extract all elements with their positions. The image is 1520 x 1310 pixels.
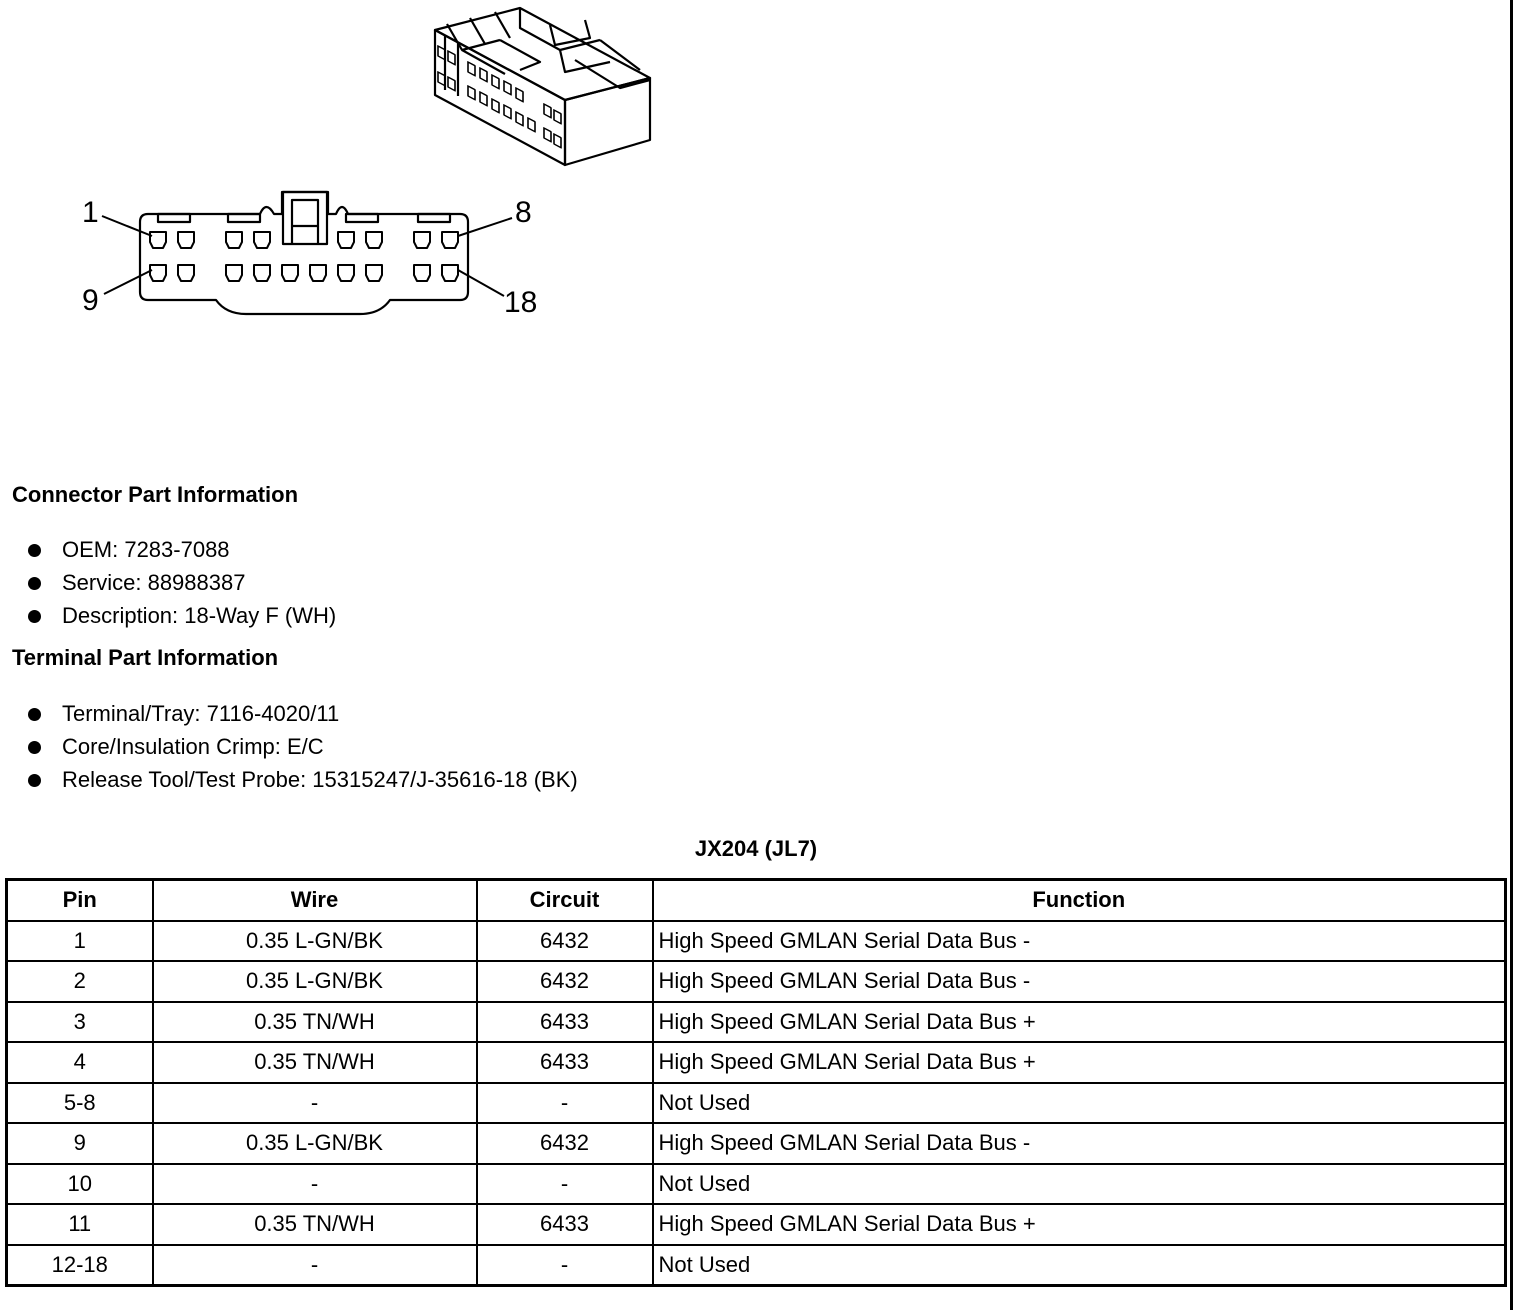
connector-part-title: Connector Part Information [12,482,299,507]
cell-function: High Speed GMLAN Serial Data Bus - [653,961,1506,1002]
cell-circuit: - [477,1245,653,1286]
list-item: Description: 18-Way F (WH) [28,599,336,632]
list-item: Core/Insulation Crimp: E/C [28,730,578,763]
cell-pin: 2 [7,961,153,1002]
table-row [7,921,1506,962]
pin-leader-lines [102,216,512,296]
cell-wire: 0.35 TN/WH [153,1042,477,1083]
table-row [7,1042,1506,1083]
connector-3d-cavities [438,46,561,148]
cell-wire: 0.35 L-GN/BK [153,1123,477,1164]
table-header-row [7,880,1506,921]
cell-function: High Speed GMLAN Serial Data Bus - [653,921,1506,962]
cell-circuit: 6433 [477,1042,653,1083]
cell-pin: 10 [7,1164,153,1205]
table-title: JX204 (JL7) [694,836,818,861]
cell-wire: - [153,1245,477,1286]
header-pin: Pin [7,880,153,921]
cell-pin: 3 [7,1002,153,1043]
table-row [7,1245,1506,1286]
cell-pin: 9 [7,1123,153,1164]
cell-circuit: 6432 [477,961,653,1002]
header-circuit: Circuit [477,880,653,921]
cell-circuit: - [477,1164,653,1205]
header-wire: Wire [153,880,477,921]
cell-function: High Speed GMLAN Serial Data Bus + [653,1002,1506,1043]
cell-circuit: 6432 [477,1123,653,1164]
cell-wire: 0.35 L-GN/BK [153,961,477,1002]
table-row [7,1164,1506,1205]
connector-face-view [140,192,468,314]
cell-pin: 5-8 [7,1083,153,1124]
table-row [7,1123,1506,1164]
list-item: Release Tool/Test Probe: 15315247/J-35616-18 (BK) [28,763,578,796]
pin-label-9: 9 [82,284,99,317]
cell-function: High Speed GMLAN Serial Data Bus + [653,1042,1506,1083]
cell-circuit: 6432 [477,921,653,962]
bullet-icon [28,544,41,557]
cell-wire: 0.35 TN/WH [153,1204,477,1245]
bullet-icon [28,741,41,754]
terminal-part-list [28,697,578,796]
bullet-icon [28,610,41,623]
list-item: Terminal/Tray: 7116-4020/11 [28,697,578,730]
connector-part-list [28,533,336,632]
cell-pin: 1 [7,921,153,962]
page-right-rule [1510,0,1513,1310]
cell-wire: - [153,1164,477,1205]
cell-pin: 11 [7,1204,153,1245]
bullet-icon [28,708,41,721]
pinout-table [5,878,1507,1287]
bullet-icon [28,774,41,787]
connector-drawing [0,0,700,330]
cell-circuit: 6433 [477,1002,653,1043]
table-row [7,1002,1506,1043]
table-row [7,961,1506,1002]
cell-wire: - [153,1083,477,1124]
cell-circuit: - [477,1083,653,1124]
pin-label-18: 18 [504,286,538,319]
cell-function: High Speed GMLAN Serial Data Bus + [653,1204,1506,1245]
cell-function: Not Used [653,1245,1506,1286]
list-item: OEM: 7283-7088 [28,533,336,566]
cell-wire: 0.35 TN/WH [153,1002,477,1043]
cell-circuit: 6433 [477,1204,653,1245]
cell-pin: 12-18 [7,1245,153,1286]
table-row [7,1083,1506,1124]
list-item: Service: 88988387 [28,566,336,599]
cell-pin: 4 [7,1042,153,1083]
terminal-part-title: Terminal Part Information [12,645,279,670]
header-function: Function [653,880,1506,921]
bullet-icon [28,577,41,590]
table-row [7,1204,1506,1245]
pin-label-8: 8 [515,196,532,229]
cell-function: Not Used [653,1164,1506,1205]
connector-face-cavities [150,232,458,281]
pin-label-1: 1 [82,196,99,229]
cell-wire: 0.35 L-GN/BK [153,921,477,962]
cell-function: Not Used [653,1083,1506,1124]
cell-function: High Speed GMLAN Serial Data Bus - [653,1123,1506,1164]
